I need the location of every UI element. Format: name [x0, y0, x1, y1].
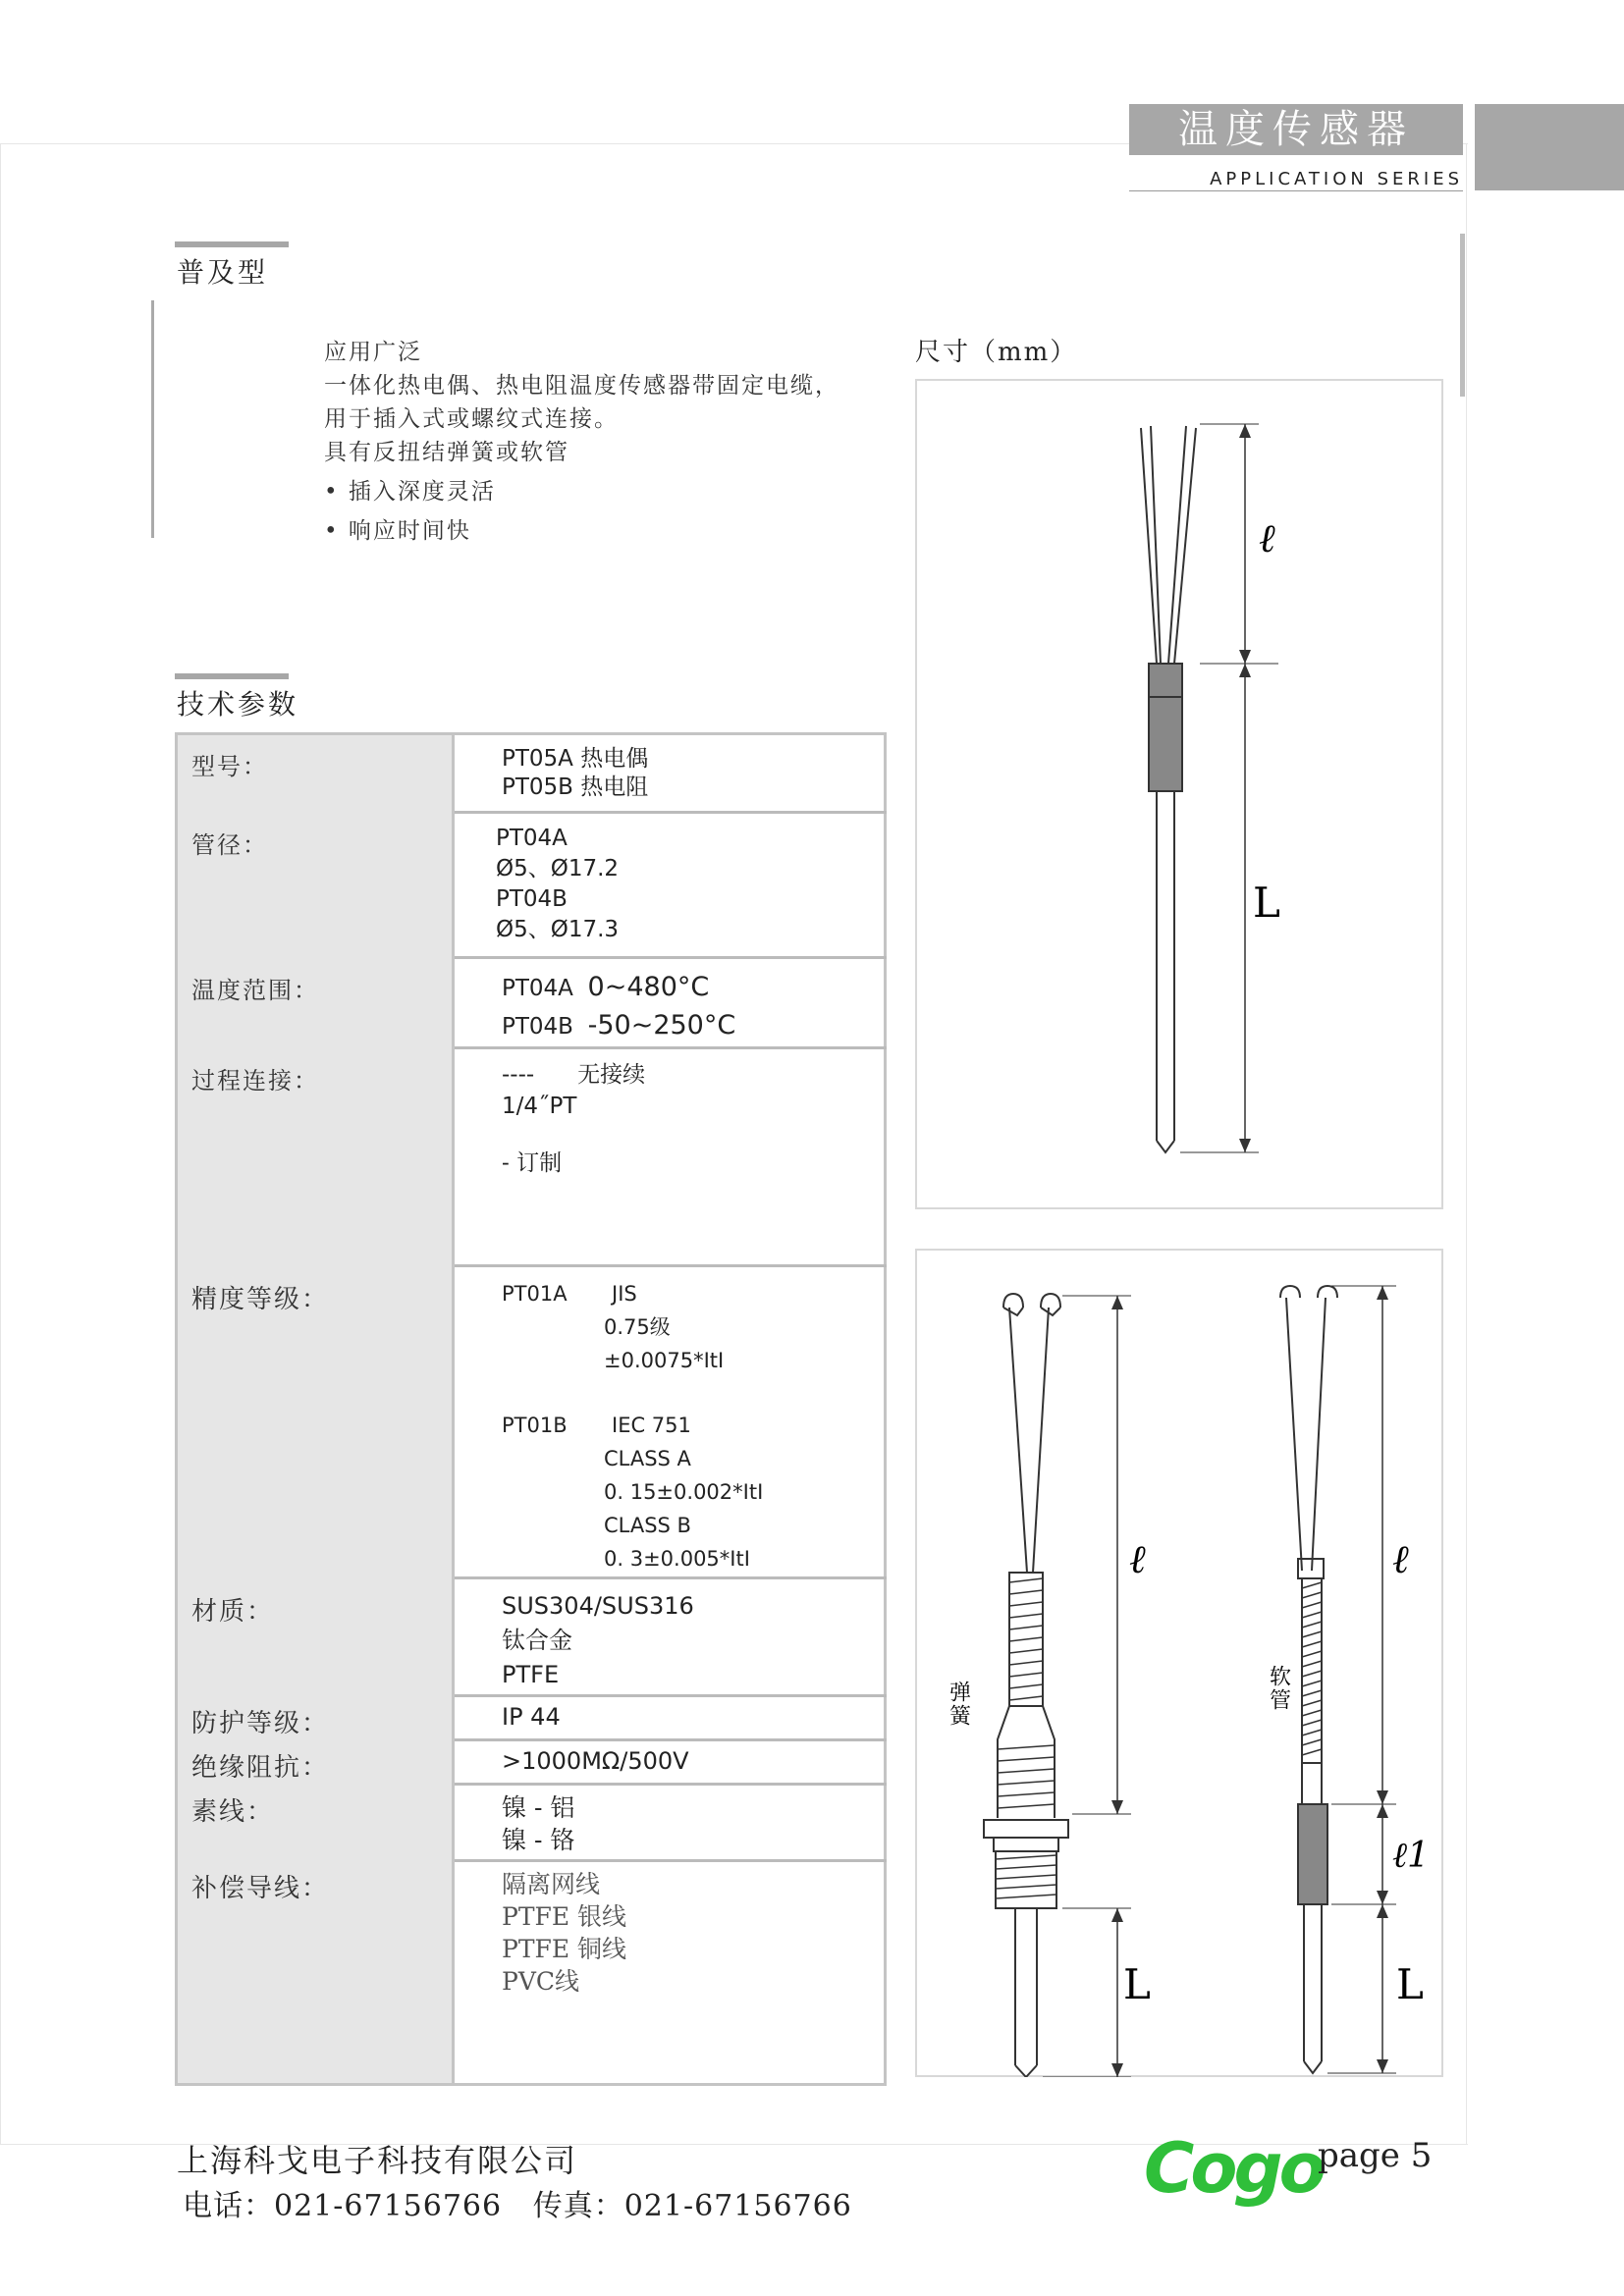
spec-value: [454, 1785, 886, 1861]
spec-value: [454, 1578, 886, 1696]
sensor-drawing-spring-hose: [915, 1249, 1443, 2077]
dimensions-label: 尺寸（mm）: [915, 338, 1078, 367]
spec-value-line: PVC线: [502, 1967, 580, 1996]
spec-value-line: PT05B 热电阻: [502, 774, 649, 800]
spec-value-line: PT05A 热电偶: [502, 746, 649, 772]
intro-line: 应用广泛: [324, 340, 422, 365]
spec-range: -50~250°C: [587, 1010, 736, 1041]
spec-value-line: PTFE: [502, 1661, 560, 1688]
spec-value: [454, 1740, 886, 1785]
spec-table: [175, 732, 887, 2086]
table-row: [177, 734, 886, 813]
table-row: [177, 1740, 886, 1785]
bullet-item: • 插入深度灵活: [324, 479, 496, 505]
label-hose: 软管: [1266, 1665, 1291, 1712]
spec-label: 温度范围：: [177, 958, 454, 1048]
table-row: [177, 813, 886, 958]
footer-company: 上海科戈电子科技有限公司: [177, 2142, 578, 2179]
table-row: [177, 1696, 886, 1740]
dim-l1-hose: ℓ1: [1392, 1836, 1430, 1876]
header-title: 温度传感器: [1129, 104, 1463, 155]
table-row: [177, 958, 886, 1048]
table-row: [177, 1861, 886, 2085]
spec-model: PT01B: [502, 1414, 568, 1437]
intro-text: [324, 336, 839, 548]
spec-value-line: ±0.0075*ItI: [604, 1349, 725, 1372]
intro-line: 具有反扭结弹簧或软管: [324, 440, 569, 465]
page-frame-left: [0, 143, 1, 2144]
left-margin-mark: [151, 300, 154, 538]
dim-l: ℓ: [1259, 516, 1275, 561]
dim-L-hose: L: [1396, 1960, 1424, 2008]
page-number: page 5: [1318, 2136, 1433, 2175]
intro-line: 一体化热电偶、热电阻温度传感器带固定电缆，: [324, 373, 839, 399]
dim-l-hose: ℓ: [1392, 1537, 1409, 1582]
spec-text: JIS: [612, 1282, 637, 1306]
spec-value-line: CLASS A: [604, 1447, 691, 1470]
right-edge-mark: [1460, 234, 1465, 397]
spec-value-line: [502, 1409, 884, 1442]
spec-label: 绝缘阻抗：: [177, 1740, 454, 1785]
spec-value-line: - 订制: [502, 1150, 563, 1176]
spec-label: 管径：: [177, 813, 454, 958]
spec-value-line: [502, 1007, 884, 1045]
section-title-specs: 技术参数: [177, 688, 299, 721]
dim-L-spring: L: [1123, 1960, 1151, 2008]
spec-value-line: Ø5、Ø17.2: [496, 856, 620, 881]
table-row: [177, 1785, 886, 1861]
section-bar: [175, 241, 289, 247]
dim-l-spring: ℓ: [1129, 1537, 1146, 1582]
spec-value-line: 1/4˝PT: [502, 1094, 577, 1119]
spec-value-line: 0. 15±0.002*ItI: [604, 1480, 764, 1504]
page-frame-right: [1466, 143, 1467, 2144]
spec-model: PT01A: [502, 1282, 568, 1306]
spec-value-line: CLASS B: [604, 1514, 691, 1537]
header-side-block: [1475, 104, 1624, 190]
spec-value: [454, 734, 886, 813]
spec-range: 0~480°C: [587, 972, 710, 1002]
spec-text: IEC 751: [612, 1414, 691, 1437]
intro-line: 用于插入式或螺纹式连接。: [324, 406, 619, 432]
spec-label: 型号：: [177, 734, 454, 813]
spec-label: 补偿导线：: [177, 1861, 454, 2085]
table-row: [177, 1578, 886, 1696]
dim-L: L: [1253, 879, 1280, 927]
table-row: [177, 1266, 886, 1578]
spec-value-line: [502, 1277, 884, 1310]
spec-value-line: PT04A: [496, 826, 568, 851]
header-divider: [1129, 190, 1463, 191]
spec-value: [454, 958, 886, 1048]
header-subtitle: APPLICATION SERIES: [1210, 169, 1463, 189]
spec-label: 防护等级：: [177, 1696, 454, 1740]
spec-value-line: 隔离网线: [502, 1870, 601, 1898]
section-title-general: 普及型: [177, 256, 269, 289]
spec-label: 过程连接：: [177, 1048, 454, 1266]
section-bar: [175, 673, 289, 679]
label-spring: 弹簧: [946, 1681, 971, 1728]
spec-text: 无接续: [577, 1062, 646, 1088]
spec-value-line: >1000MΩ/500V: [502, 1747, 689, 1775]
spec-value-line: [502, 1059, 884, 1091]
spec-value-line: 0. 3±0.005*ItI: [604, 1547, 750, 1571]
spec-value: [454, 1048, 886, 1266]
spec-value-line: 镍 - 铬: [502, 1826, 575, 1854]
spec-value-line: SUS304/SUS316: [502, 1592, 694, 1620]
spec-value: [454, 1861, 886, 2085]
spec-value-line: 钛合金: [502, 1627, 572, 1654]
spec-value-line: 镍 - 铝: [502, 1793, 575, 1822]
spec-model: PT04B: [502, 1014, 573, 1040]
footer-contact: 电话：021-67156766 传真：021-67156766: [183, 2189, 852, 2223]
spec-value-line: PT04B: [496, 886, 568, 912]
spec-model: PT04A: [502, 976, 573, 1001]
spec-label: 精度等级：: [177, 1266, 454, 1578]
spec-value-line: [502, 969, 884, 1007]
table-row: [177, 1048, 886, 1266]
spec-value-line: PTFE 铜线: [502, 1935, 627, 1963]
spec-label: 材质：: [177, 1578, 454, 1696]
spec-value: [454, 1696, 886, 1740]
spec-label: 素线：: [177, 1785, 454, 1861]
spec-value-line: IP 44: [502, 1703, 561, 1731]
sensor-drawing-basic: [915, 379, 1443, 1209]
cogo-logo: Cogo: [1144, 2128, 1323, 2209]
spec-value: [454, 1266, 886, 1578]
bullet-item: • 响应时间快: [324, 518, 471, 544]
spec-value-line: PTFE 银线: [502, 1902, 627, 1931]
spec-value-line: Ø5、Ø17.3: [496, 917, 620, 942]
spec-value: [454, 813, 886, 958]
spec-value-line: 0.75级: [604, 1315, 671, 1339]
spec-dash: ----: [502, 1062, 535, 1088]
